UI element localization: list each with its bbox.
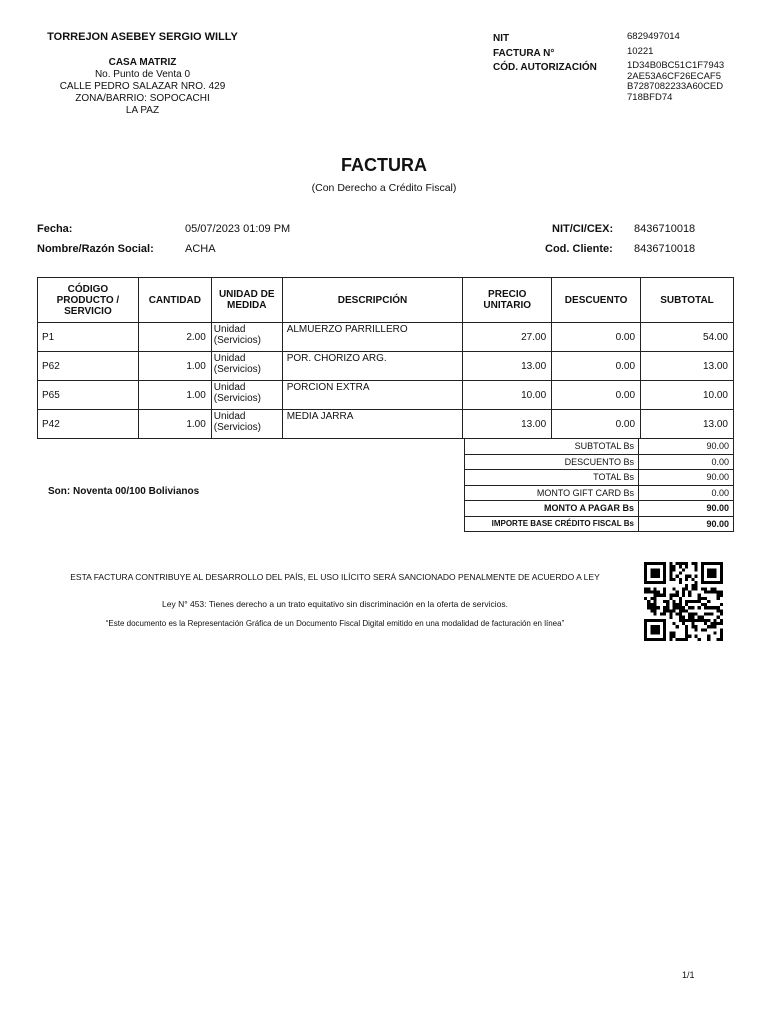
item-discount: 0.00 xyxy=(552,381,641,410)
law-legend: Ley N° 453: Tienes derecho a un trato equitativo sin discriminación en la oferta de servicios. xyxy=(162,599,508,609)
branch-name: CASA MATRIZ xyxy=(108,57,177,68)
issuer-name: TORREJON ASEBEY SERGIO WILLY xyxy=(47,31,238,43)
table-header-row xyxy=(38,278,734,323)
auth-code-label: CÓD. AUTORIZACIÓN xyxy=(493,62,597,73)
auth-code-line: 1D34B0BC51C1F7943 xyxy=(627,60,725,71)
item-subtotal: 13.00 xyxy=(641,352,734,381)
item-subtotal: 10.00 xyxy=(641,381,734,410)
table-row xyxy=(38,352,734,381)
item-price: 27.00 xyxy=(463,323,552,352)
col-header-price: PRECIO UNITARIO xyxy=(463,278,552,323)
col-header-discount: DESCUENTO xyxy=(552,278,641,323)
auth-code-line: 2AE53A6CF26ECAF5 xyxy=(627,70,721,82)
totals-row xyxy=(465,485,734,501)
table-row xyxy=(38,381,734,410)
invoice-number-label: FACTURA N° xyxy=(493,47,555,59)
totals-row xyxy=(465,454,734,470)
item-discount: 0.00 xyxy=(552,410,641,439)
table-row xyxy=(38,323,734,352)
document-subtitle: (Con Derecho a Crédito Fiscal) xyxy=(311,182,457,194)
issuer-address: CALLE PEDRO SALAZAR NRO. 429 xyxy=(59,81,226,92)
totals-value: 0.00 xyxy=(639,454,734,470)
client-code-value: 8436710018 xyxy=(634,243,696,255)
item-subtotal: 13.00 xyxy=(641,410,734,439)
item-unit: Unidad (Servicios) xyxy=(211,352,282,381)
item-unit: Unidad (Servicios) xyxy=(211,323,282,352)
auth-code-line: 718BFD74 xyxy=(627,91,673,103)
totals-row xyxy=(465,470,734,486)
totals-row xyxy=(465,439,734,455)
legal-legend: ESTA FACTURA CONTRIBUYE AL DESARROLLO DEL PAÍS, EL USO ILÍCITO SERÁ SANCIONADO PENALMENTE DE ACUERDO A LEY xyxy=(70,572,600,582)
totals-label: IMPORTE BASE CRÉDITO FISCAL Bs xyxy=(465,516,639,532)
col-header-unit: UNIDAD DE MEDIDA xyxy=(211,278,282,323)
totals-value: 90.00 xyxy=(639,516,734,532)
issuer-details xyxy=(20,57,265,117)
amount-in-words: Son: Noventa 00/100 Bolivianos xyxy=(48,486,200,497)
date-label: Fecha: xyxy=(37,223,73,235)
col-header-description: DESCRIPCIÓN xyxy=(282,278,463,323)
issuer-zone: ZONA/BARRIO: SOPOCACHI xyxy=(75,93,210,104)
point-of-sale: No. Punto de Venta 0 xyxy=(94,69,191,80)
table-row xyxy=(38,410,734,439)
totals-label: TOTAL Bs xyxy=(465,470,639,486)
items-table xyxy=(37,277,734,439)
qr-code-icon xyxy=(644,562,723,641)
item-code: P42 xyxy=(38,410,139,439)
item-code: P65 xyxy=(38,381,139,410)
item-unit: Unidad (Servicios) xyxy=(211,381,282,410)
item-price: 13.00 xyxy=(463,352,552,381)
item-price: 10.00 xyxy=(463,381,552,410)
totals-label: MONTO A PAGAR Bs xyxy=(465,501,639,517)
item-description: POR. CHORIZO ARG. xyxy=(282,352,463,381)
col-header-subtotal: SUBTOTAL xyxy=(641,278,734,323)
item-qty: 1.00 xyxy=(138,410,211,439)
totals-value: 0.00 xyxy=(639,485,734,501)
auth-code-line: B7287082233A60CED xyxy=(627,81,724,92)
totals-row xyxy=(465,501,734,517)
invoice-meta-values xyxy=(627,32,747,103)
item-subtotal: 54.00 xyxy=(641,323,734,352)
item-code: P62 xyxy=(38,352,139,381)
totals-value: 90.00 xyxy=(639,470,734,486)
item-qty: 1.00 xyxy=(138,381,211,410)
col-header-code: CÓDIGO PRODUCTO / SERVICIO xyxy=(38,278,139,323)
totals-table xyxy=(464,438,734,532)
totals-value: 90.00 xyxy=(639,439,734,455)
invoice-meta-labels xyxy=(493,32,597,76)
document-title: FACTURA xyxy=(341,155,427,175)
digital-document-legend: “Este documento es la Representación Gráfica de un Documento Fiscal Digital emitido en una modalidad de facturación en línea” xyxy=(105,619,565,628)
totals-value: 90.00 xyxy=(639,501,734,517)
item-qty: 1.00 xyxy=(138,352,211,381)
date-value: 05/07/2023 01:09 PM xyxy=(185,223,291,235)
nit-label: NIT xyxy=(493,33,510,44)
item-price: 13.00 xyxy=(463,410,552,439)
item-description: PORCION EXTRA xyxy=(282,381,463,410)
totals-label: SUBTOTAL Bs xyxy=(465,439,639,455)
nit-value: 6829497014 xyxy=(627,31,680,42)
customer-name-label: Nombre/Razón Social: xyxy=(37,243,154,255)
totals-label: MONTO GIFT CARD Bs xyxy=(465,485,639,501)
issuer-city: LA PAZ xyxy=(125,105,160,116)
totals-label: DESCUENTO Bs xyxy=(465,454,639,470)
item-description: ALMUERZO PARRILLERO xyxy=(282,323,463,352)
totals-row xyxy=(465,516,734,532)
customer-name-value: ACHA xyxy=(185,243,216,255)
item-discount: 0.00 xyxy=(552,323,641,352)
item-unit: Unidad (Servicios) xyxy=(211,410,282,439)
item-description: MEDIA JARRA xyxy=(282,410,463,439)
customer-id-value: 8436710018 xyxy=(634,223,696,235)
item-qty: 2.00 xyxy=(138,323,211,352)
item-code: P1 xyxy=(38,323,139,352)
invoice-number-value: 10221 xyxy=(627,45,654,57)
col-header-qty: CANTIDAD xyxy=(138,278,211,323)
item-discount: 0.00 xyxy=(552,352,641,381)
customer-id-label: NIT/CI/CEX: xyxy=(552,223,614,235)
client-code-label: Cod. Cliente: xyxy=(545,243,613,255)
page-number: 1/1 xyxy=(682,970,695,980)
